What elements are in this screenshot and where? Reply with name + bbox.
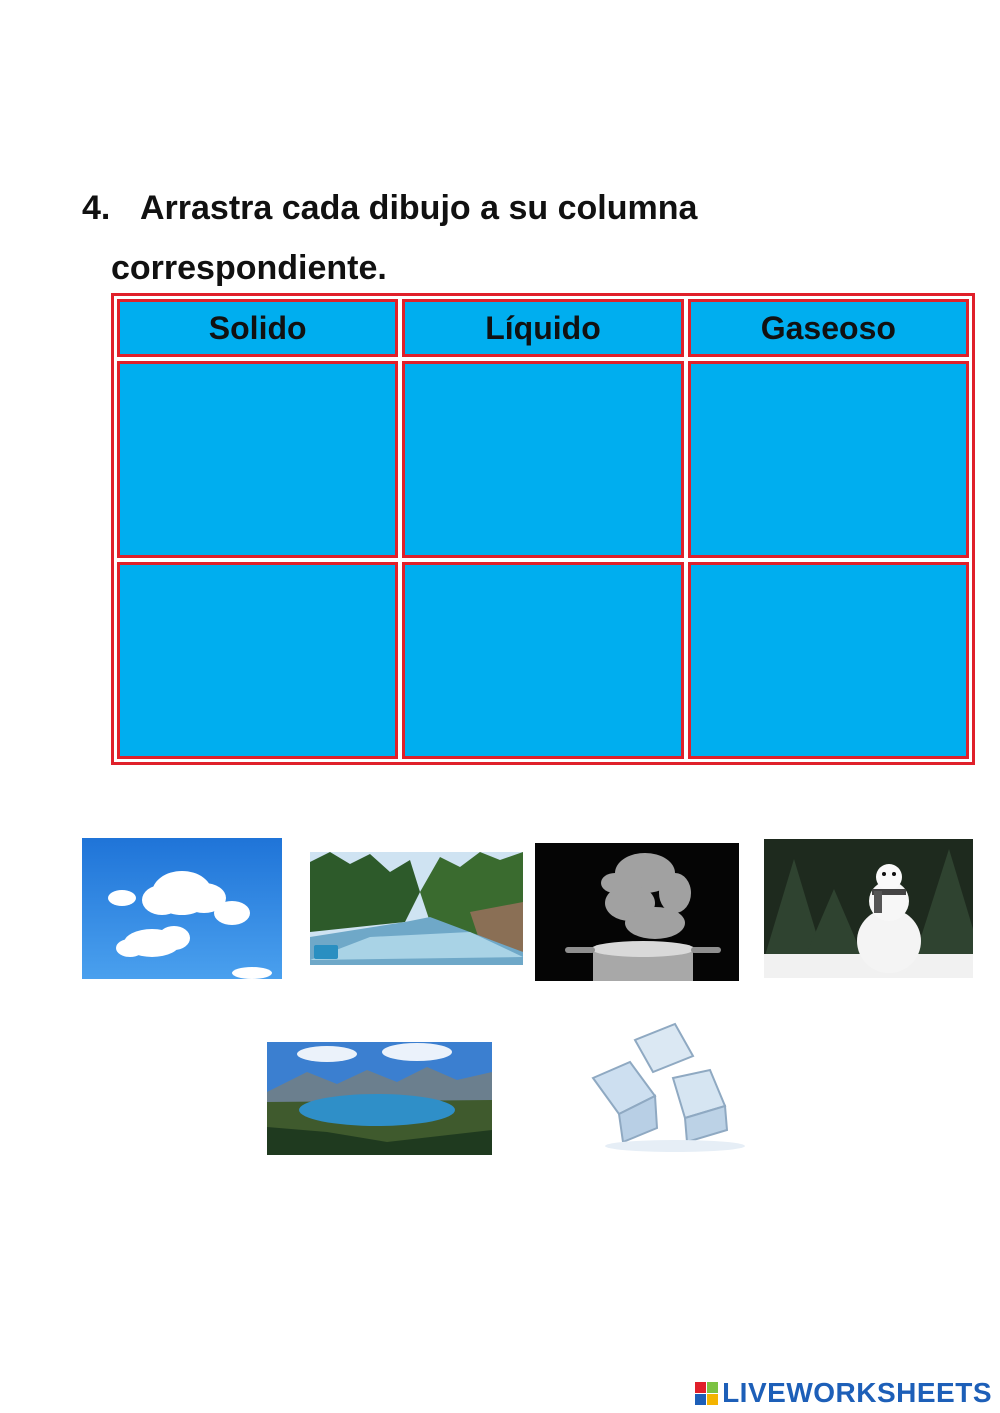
drop-zone-gaseoso-1[interactable]: [688, 361, 969, 558]
instruction: [82, 178, 782, 298]
steaming-pot-image[interactable]: [535, 843, 739, 981]
column-header-gaseoso: Gaseoso: [688, 299, 969, 357]
instruction-line-2: correspondiente.: [111, 249, 387, 287]
ice-cubes-image[interactable]: [585, 1018, 760, 1156]
drop-zone-gaseoso-2[interactable]: [688, 562, 969, 759]
drop-zone-liquido-2[interactable]: [402, 562, 683, 759]
liveworksheets-mark-icon: [695, 1382, 718, 1405]
brand-name: LIVEWORKSHEETS: [722, 1377, 992, 1408]
clouds-image[interactable]: [82, 838, 282, 979]
question-number: 4.: [82, 189, 111, 227]
liveworksheets-logo: [695, 1378, 992, 1408]
drop-zone-liquido-1[interactable]: [402, 361, 683, 558]
instruction-line-1: Arrastra cada dibujo a su columna: [140, 189, 698, 227]
classification-table: [111, 293, 975, 765]
river-image[interactable]: [310, 852, 523, 965]
column-header-solido: Solido: [117, 299, 398, 357]
column-header-liquido: Líquido: [402, 299, 683, 357]
drop-zone-solido-2[interactable]: [117, 562, 398, 759]
drop-zone-solido-1[interactable]: [117, 361, 398, 558]
lake-image[interactable]: [267, 1042, 492, 1155]
snowman-image[interactable]: [764, 839, 973, 978]
